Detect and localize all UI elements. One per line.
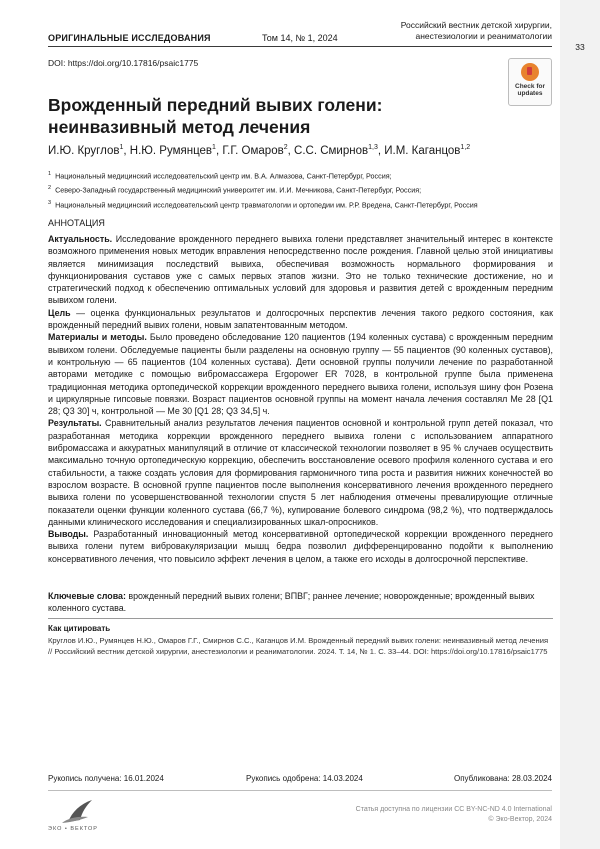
abstract-actuality: Актуальность. Исследование врожденного переднего вывиха голени представляет значительный интерес в контексте возможного применения новых методик вправления непосредственно после рождения. Главной целью этой инициативы является минимизация последствий вывиха, обеспечивая возможность нормального формирования и функционирования суставов уже с самых первых этапов жизни. Это не только технические достижение, но и стратегический подход к обеспечению оптимальных условий для здоровья и развития детей с врожденным передним вывихом голени. (48, 234, 553, 306)
badge-line2: updates (517, 90, 543, 97)
affiliation: $^1$ Национальный медицинский исследовательский центр им. В.А. Алмазова, Санкт-Петербург, Россия; (48, 171, 392, 181)
abstract-goal: Цель — оценка функциональных результатов и долгосрочных перспектив лечения такого редкого состояния, как врожденный передний вывих голени, новым запатентованным методом. (48, 307, 553, 331)
abstract-results: Результаты. Сравнительный анализ результатов лечения пациентов основной и контрольной групп детей показал, что разработанная методика коррекции врожденного переднего вывиха голени с использованием аппаратного вибромассажа и аккуратных манипуляций в отличие от классической технологии позволяет в 95 % случаев осуществить максимально точную ортопедическую коррекцию, обеспечить восстановление осевого профиля коленного сустава и его стабильности, а также создать условия для формирования гармоничного типа роста и развития нижних конечностей во взрослом возрасте. В основной группе пациентов после выполнения консервативного лечения врожденного переднего вывиха голени по усовершенствованной технологии спустя 5 лет наблюдения отмечены превалирующие отличные показатели оценки функции коленного сустава (66,7 %), купирование болевого синдрома (98,2 %), что подтверждалось данными клинического исследования и специализированных шкал-опросников. (48, 418, 553, 527)
check-for-updates-badge[interactable] (508, 58, 552, 106)
affiliation: $^3$ Национальный медицинский исследовательский центр травматологии и ортопедии им. Р.Р. Вредена, Санкт-Петербург, Россия (48, 199, 478, 210)
citation-text: Круглов И.Ю., Румянцев Н.Ю., Омаров Г.Г., Смирнов С.С., Каганцов И.М. Врожденный передний вывих голени: неинвазивный метод лечения // Российский вестник детской хирургии, анестезиологии и реаниматологии. 2024. Т. 14, № 1. С. 33–44. DOI: https://doi.org/10.17816/psaic1775 (48, 636, 549, 656)
abstract-methods: Материалы и методы. Было проведено обследование 120 пациентов (194 коленных сустава) с врожденным передним вывихом голени. Обследуемые пациенты были разделены на основную группу — 55 пациентов (90 коленных суставов), и контрольную — 65 пациентов (104 коленных сустава). Дети основной группы получили лечение по разработанной авторами методике с помощью вибромассажера Ergopower ER 7028, в контрольной группе была применена традиционная методика ортопедической коррекции врожденного переднего вывиха голени, используя шину фон Розена и циркулярные гипсовые повязки. Возраст пациентов основной группы на момент начала лечения составлял Me 28 [Q1 28; Q3 30] ч, контрольной — Me 30 [Q1 28; Q3 34,5] ч. (48, 332, 553, 417)
footer-rule (48, 790, 552, 791)
date-published: Опубликована: 28.03.2024 (453, 774, 552, 783)
title-line2: неинвазивный метод лечения (48, 117, 311, 137)
page-number: 33 (575, 42, 585, 52)
title-line1: Врожденный передний вывих голени: (48, 95, 383, 115)
doi-link[interactable]: DOI: https://doi.org/10.17816/psaic1775 (48, 58, 199, 68)
affiliation: $^2$ Северо-Западный государственный медицинский университет им. И.И. Мечникова, Санкт-Петербург, Россия; (48, 185, 422, 195)
author: И.М. Каганцов$^{1,2}$ (384, 144, 471, 157)
license-line2: © Эко-Вектор, 2024 (488, 816, 552, 823)
author-list: И.Ю. Круглов$^1$, Н.Ю. Румянцев$^1$, Г.Г. Омаров$^2$, С.С. Смирнов$^{1,3}$, И.М. Каганцов$^{1,2}$ (48, 144, 471, 157)
journal-name (401, 20, 552, 42)
crossmark-icon (521, 63, 539, 81)
badge-line1: Check for (515, 83, 545, 90)
abstract-body (48, 233, 553, 565)
license-notice (356, 805, 552, 825)
journal-name-line2: анестезиологии и реаниматологии (415, 31, 552, 41)
keywords (48, 590, 553, 614)
publisher-logo-icon (48, 796, 108, 826)
affiliations (48, 168, 548, 211)
side-bar (560, 0, 600, 849)
author: С.С. Смирнов$^{1,3}$ (294, 144, 378, 157)
badge-text (509, 83, 551, 97)
citation-heading: Как цитировать (48, 624, 111, 633)
header-rule (48, 46, 552, 47)
author: Н.Ю. Румянцев$^1$ (129, 144, 216, 157)
date-received: Рукопись получена: 16.01.2024 (48, 774, 164, 783)
keywords-label: Ключевые слова: (48, 591, 126, 601)
volume-label: Том 14, № 1, 2024 (262, 33, 338, 43)
author: Г.Г. Омаров$^2$ (222, 144, 288, 157)
journal-name-line1: Российский вестник детской хирургии, (400, 20, 552, 30)
section-label: ОРИГИНАЛЬНЫЕ ИССЛЕДОВАНИЯ (48, 33, 211, 43)
keywords-rule (48, 618, 553, 619)
date-accepted: Рукопись одобрена: 14.03.2024 (246, 774, 363, 783)
abstract-conclusions: Выводы. Разработанный инновационный метод консервативной ортопедической коррекции врожденного переднего вывиха голени путем вибровакуляризации мышц бедра позволил дифференцированно подойти к выполнению консервативного лечения, что повысило эффект лечения в целом, а также его исходы в долгосрочной перспективе. (48, 529, 553, 564)
article-title (48, 94, 468, 138)
author: И.Ю. Круглов$^1$ (48, 144, 124, 157)
publisher-logo-text: ЭКО • ВЕКТОР (48, 826, 98, 832)
abstract-heading: АННОТАЦИЯ (48, 218, 105, 228)
license-line1[interactable]: Статья доступна по лицензии CC BY-NC-ND 4.0 International (355, 806, 552, 813)
keywords-text: врожденный передний вывих голени; ВПВГ; раннее лечение; новорожденные; врожденный вывих коленного сустава. (48, 591, 535, 613)
